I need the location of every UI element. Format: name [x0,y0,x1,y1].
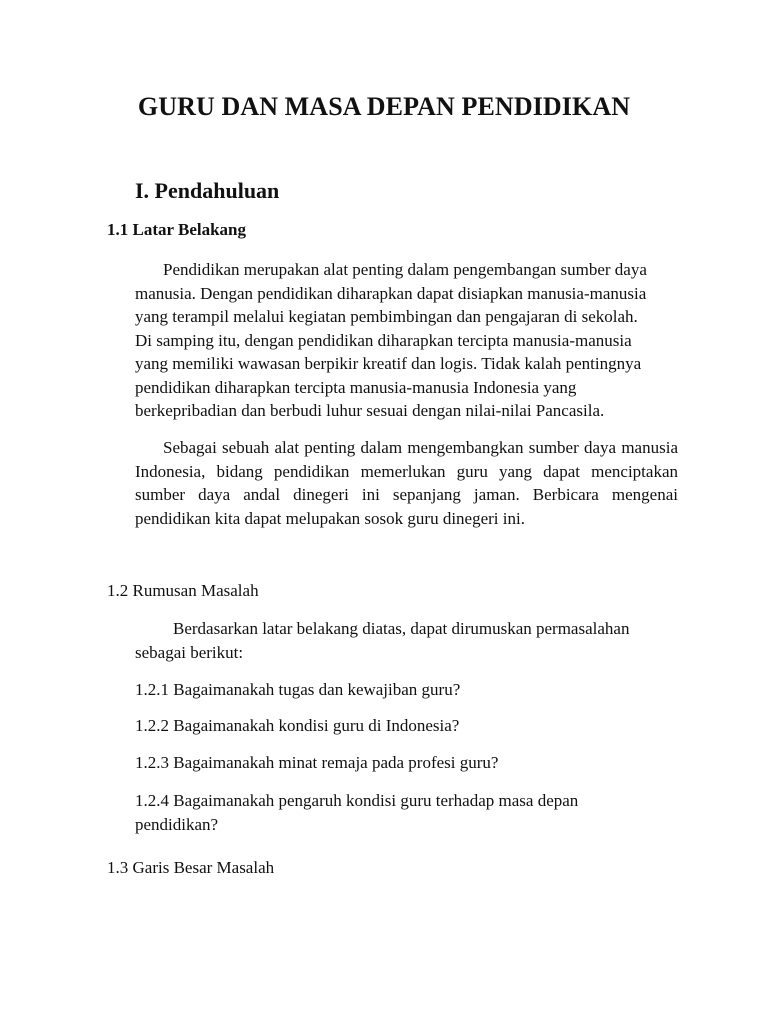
question-1-2-3: 1.2.3 Bagaimanakah minat remaja pada profesi guru? [135,753,499,772]
paragraph-line: Di samping itu, dengan pendidikan diharapkan tercipta manusia-manusia [135,330,632,350]
paragraph-line: berkepribadian dan berbudi luhur sesuai dengan nilai-nilai Pancasila. [135,401,605,420]
paragraph-rumusan-intro [135,617,678,664]
question-line: 1.2.4 Bagaimanakah pengaruh kondisi guru terhadap masa depan [135,791,579,810]
paragraph-line: sebagai berikut: [135,642,244,662]
paragraph-line: manusia. Dengan pendidikan diharapkan dapat disiapkan manusia-manusia [135,283,647,303]
question-line: pendidikan? [135,814,219,834]
subsection-heading-rumusan-masalah: 1.2 Rumusan Masalah [107,581,259,600]
paragraph-latar-belakang-2: Sebagai sebuah alat penting dalam mengembangkan sumber daya manusia Indonesia, bidang pendidikan memerlukan guru yang dapat menciptakan sumber daya andal dinegeri ini sepanjang jaman. Berbicara mengenai pendidikan kita dapat melupakan sosok guru dinegeri ini. [135,438,678,528]
paragraph-line: yang terampil melalui kegiatan pembimbingan dan pengajaran di sekolah. [135,307,638,326]
paragraph-latar-belakang-1 [135,258,678,423]
question-1-2-1: 1.2.1 Bagaimanakah tugas dan kewajiban guru? [135,680,461,699]
paragraph-line: yang memiliki wawasan berpikir kreatif dan logis. Tidak kalah pentingnya [135,354,642,373]
section-heading-pendahuluan: I. Pendahuluan [135,178,280,203]
paragraph-line: Pendidikan merupakan alat penting dalam pengembangan sumber daya [163,260,647,279]
paragraph-line: pendidikan diharapkan tercipta manusia-manusia Indonesia yang [135,377,577,397]
subsection-heading-garis-besar-masalah: 1.3 Garis Besar Masalah [107,858,275,877]
question-1-2-2: 1.2.2 Bagaimanakah kondisi guru di Indonesia? [135,716,460,735]
subsection-heading-latar-belakang: 1.1 Latar Belakang [107,220,247,239]
paragraph-line: Berdasarkan latar belakang diatas, dapat dirumuskan permasalahan [173,619,630,638]
question-1-2-4 [135,789,578,836]
document-title: GURU DAN MASA DEPAN PENDIDIKAN [137,92,631,121]
